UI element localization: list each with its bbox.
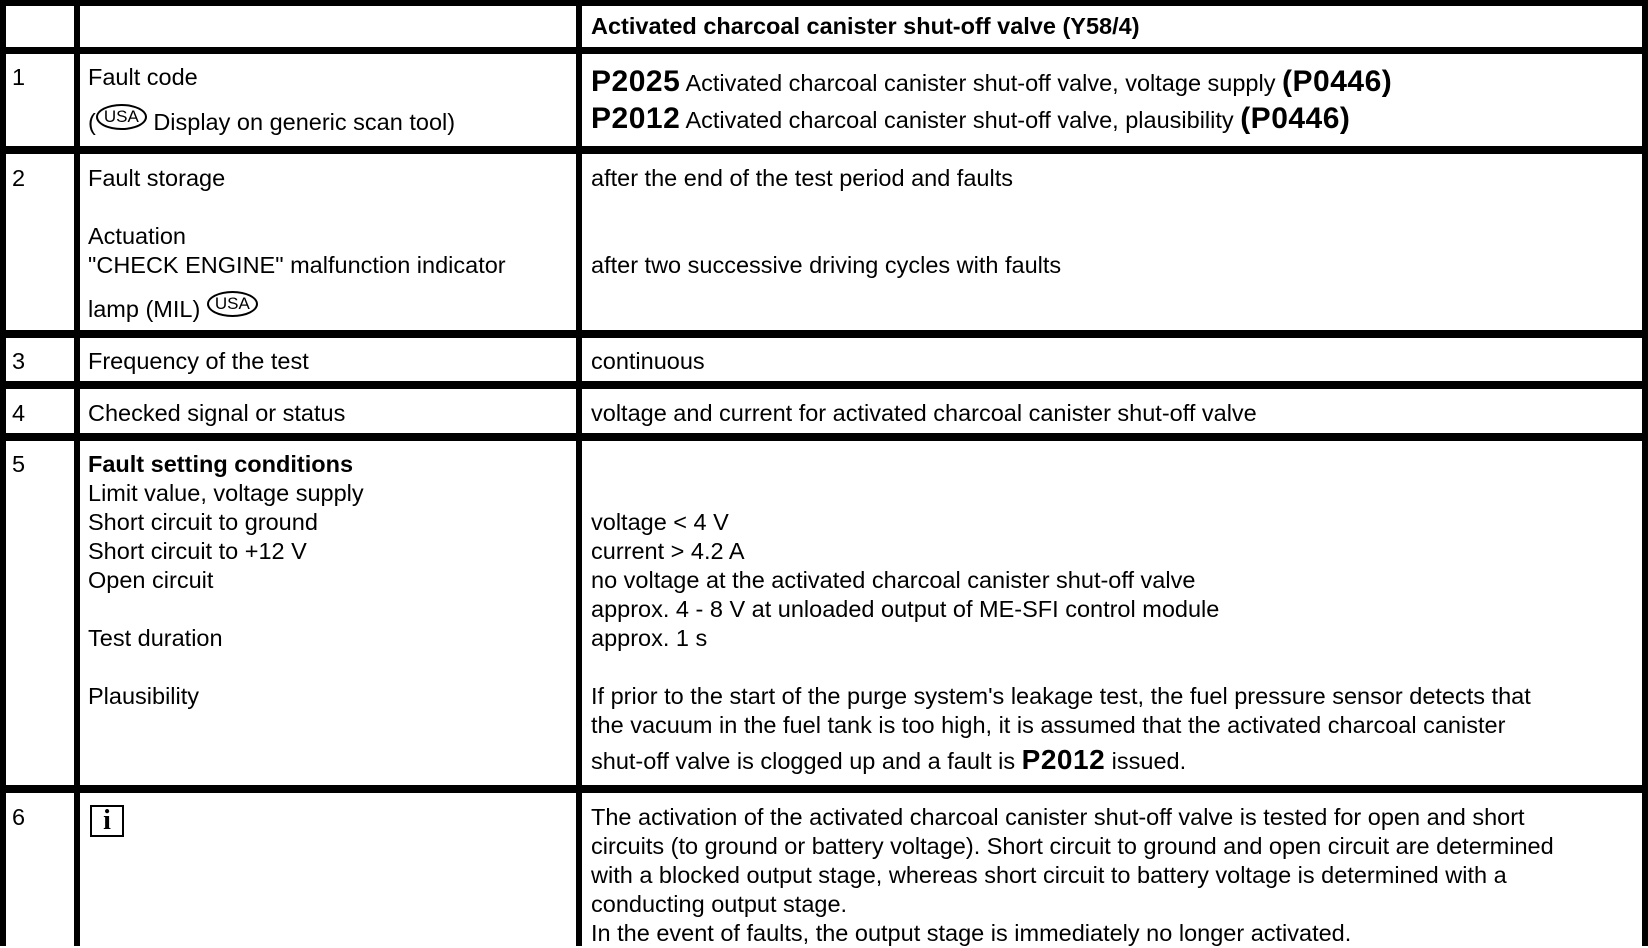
- short-ground-label: Short circuit to ground: [88, 509, 318, 535]
- fault-code: P2012: [1021, 744, 1106, 775]
- note-line: In the event of faults, the output stage is immediately no longer activated.: [591, 920, 1352, 946]
- test-duration-label: Test duration: [88, 625, 223, 651]
- fault-code-desc: Activated charcoal canister shut-off valve, voltage supply: [680, 70, 1283, 96]
- row-number: 6: [12, 804, 26, 830]
- actuation-value: after two successive driving cycles with faults: [591, 252, 1062, 278]
- note-line: circuits (to ground or battery voltage). Short circuit to ground and open circuit are determined: [591, 833, 1554, 859]
- frequency-value: continuous: [591, 348, 705, 374]
- generic-code: (P0446): [1240, 102, 1351, 135]
- fault-code-desc: Activated charcoal canister shut-off valve, plausibility: [680, 107, 1241, 133]
- open-circuit-label: Open circuit: [88, 567, 214, 593]
- short-ground-value: voltage < 4 V: [591, 509, 729, 535]
- generic-code: (P0446): [1282, 65, 1393, 98]
- header-title: Activated charcoal canister shut-off valve (Y58/4): [591, 13, 1140, 39]
- usa-badge-icon: USA: [96, 104, 147, 130]
- fault-code: P2012: [591, 102, 681, 135]
- frequency-label: Frequency of the test: [88, 348, 309, 374]
- paren-open: (: [88, 109, 96, 135]
- fault-code-label-text: Fault code: [88, 64, 198, 90]
- plausibility-value-1: If prior to the start of the purge system's leakage test, the fuel pressure sensor detects that: [591, 683, 1531, 709]
- fault-code: P2025: [591, 65, 681, 98]
- open-circuit-value: no voltage at the activated charcoal canister shut-off valve: [591, 567, 1196, 593]
- test-duration-value: approx. 1 s: [591, 625, 708, 651]
- note-line: with a blocked output stage, whereas short circuit to battery voltage is determined with a: [591, 862, 1507, 888]
- fault-setting-heading: Fault setting conditions: [88, 451, 354, 477]
- short-12v-value: current > 4.2 A: [591, 538, 745, 564]
- plausibility-text-end: issued.: [1105, 748, 1187, 774]
- row-number: 4: [12, 400, 26, 426]
- fault-code-line-1: [591, 67, 1392, 98]
- short-12v-label: Short circuit to +12 V: [88, 538, 307, 564]
- row-number: 3: [12, 348, 26, 374]
- lamp-label: [88, 291, 258, 324]
- generic-scan-label: [88, 104, 455, 137]
- row-number: 5: [12, 451, 26, 477]
- usa-badge-icon: USA: [207, 291, 258, 317]
- checked-signal-value: voltage and current for activated charcoal canister shut-off valve: [591, 400, 1257, 426]
- generic-scan-text: Display on generic scan tool): [146, 109, 456, 135]
- note-line: conducting output stage.: [591, 891, 848, 917]
- info-icon: i: [90, 805, 124, 837]
- fault-storage-label: Fault storage: [88, 165, 226, 191]
- limit-value-label: Limit value, voltage supply: [88, 480, 364, 506]
- fault-storage-value: after the end of the test period and faults: [591, 165, 1013, 191]
- plausibility-text: shut-off valve is clogged up and a fault is: [591, 748, 1022, 774]
- plausibility-value-2: the vacuum in the fuel tank is too high, it is assumed that the activated charcoal canister: [591, 712, 1506, 738]
- plausibility-value-3: [591, 745, 1186, 776]
- checked-signal-label: Checked signal or status: [88, 400, 346, 426]
- row-number: 1: [12, 64, 26, 90]
- mil-label: "CHECK ENGINE" malfunction indicator: [88, 252, 506, 278]
- row-number: 2: [12, 165, 26, 191]
- note-line: The activation of the activated charcoal canister shut-off valve is tested for open and short: [591, 804, 1525, 830]
- actuation-label: Actuation: [88, 223, 186, 249]
- open-circuit-value-2: approx. 4 - 8 V at unloaded output of ME-SFI control module: [591, 596, 1220, 622]
- plausibility-label: Plausibility: [88, 683, 200, 709]
- lamp-label-text: lamp (MIL): [88, 296, 201, 322]
- fault-code-label: [88, 63, 198, 92]
- fault-code-line-2: [591, 104, 1350, 135]
